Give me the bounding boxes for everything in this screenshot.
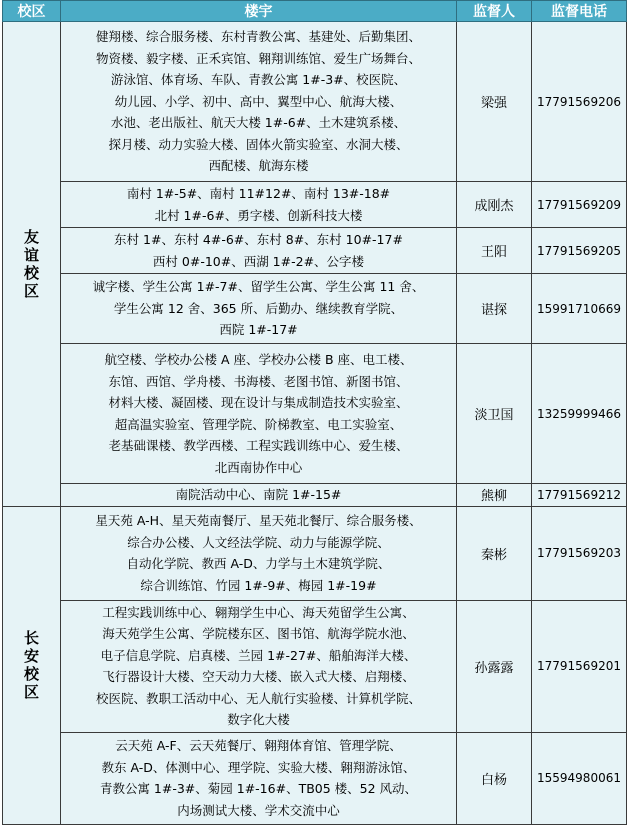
building-line: 超高温实验室、管理学院、阶梯教室、电工实验室、 <box>114 416 403 432</box>
building-line: 探月楼、动力实验大楼、固体火箭实验室、水洞大楼、 <box>108 136 409 152</box>
building-line: 水池、老出版社、航天大楼 1#-6#、土木建筑系楼、 <box>110 115 407 131</box>
supervisor-name: 熊柳 <box>457 484 532 507</box>
header-phone: 监督电话 <box>532 1 627 22</box>
building-line: 飞行器设计大楼、空天动力大楼、嵌入式大楼、启翔楼、 <box>102 669 415 685</box>
supervisor-phone: 17791569205 <box>532 228 627 274</box>
building-line: 星天苑 A-H、星天苑南餐厅、星天苑北餐厅、综合服务楼、 <box>95 513 422 529</box>
building-line: 数字化大楼 <box>227 712 290 728</box>
building-line: 西村 0#-10#、西湖 1#-2#、公字楼 <box>152 253 365 269</box>
building-line: 学生公寓 12 舍、365 所、后勤办、继续教育学院、 <box>113 300 404 316</box>
building-line: 综合训练馆、竹园 1#-9#、梅园 1#-19# <box>140 577 377 593</box>
building-line: 青教公寓 1#-3#、菊园 1#-16#、TB05 楼、52 风动、 <box>99 781 418 797</box>
building-line: 海天苑学生公寓、学院楼东区、图书馆、航海学院水池、 <box>102 626 415 642</box>
buildings-cell <box>61 732 457 824</box>
table-row <box>3 484 627 507</box>
building-line: 航空楼、学校办公楼 A 座、学校办公楼 B 座、电工楼、 <box>104 352 413 368</box>
building-supervision-table <box>2 0 627 825</box>
campus-name: 长安校区 <box>23 629 39 702</box>
supervisor-name: 孙露露 <box>457 600 532 732</box>
supervisor-name: 成刚杰 <box>457 182 532 228</box>
table-row <box>3 344 627 484</box>
table-row <box>3 22 627 182</box>
buildings-cell <box>61 22 457 182</box>
building-line: 东馆、西馆、学舟楼、书海楼、老图书馆、新图书馆、 <box>108 373 409 389</box>
building-line: 北村 1#-6#、勇字楼、创新科技大楼 <box>154 207 363 223</box>
table-row <box>3 732 627 824</box>
supervisor-phone: 15991710669 <box>532 274 627 344</box>
building-line: 南院活动中心、南院 1#-15# <box>175 487 342 503</box>
building-line: 云天苑 A-F、云天苑餐厅、翱翔体育馆、管理学院、 <box>115 738 402 754</box>
header-row <box>3 1 627 22</box>
table-row <box>3 600 627 732</box>
header-buildings: 楼宇 <box>61 1 457 22</box>
supervisor-name: 谌探 <box>457 274 532 344</box>
building-line: 工程实践训练中心、翱翔学生中心、海天苑留学生公寓、 <box>102 604 415 620</box>
supervisor-name: 秦彬 <box>457 506 532 600</box>
supervisor-name: 梁强 <box>457 22 532 182</box>
building-line: 游泳馆、体育场、车队、青教公寓 1#-3#、校医院、 <box>110 72 407 88</box>
supervisor-name: 白杨 <box>457 732 532 824</box>
table-row <box>3 506 627 600</box>
supervisor-phone: 17791569206 <box>532 22 627 182</box>
building-line: 诚字楼、学生公寓 1#-7#、留学生公寓、学生公寓 11 舍、 <box>92 279 425 295</box>
buildings-cell <box>61 228 457 274</box>
building-line: 自动化学院、教西 A-D、力学与土木建筑学院、 <box>126 556 391 572</box>
building-line: 综合办公楼、人文经法学院、动力与能源学院、 <box>127 534 390 550</box>
table-row <box>3 228 627 274</box>
supervisor-phone: 17791569201 <box>532 600 627 732</box>
building-line: 东村 1#、东村 4#-6#、东村 8#、东村 10#-17# <box>114 232 403 248</box>
supervisor-phone: 15594980061 <box>532 732 627 824</box>
buildings-cell <box>61 274 457 344</box>
buildings-cell <box>61 182 457 228</box>
building-line: 校医院、教职工活动中心、无人航行实验楼、计算机学院、 <box>95 690 421 706</box>
supervisor-name: 王阳 <box>457 228 532 274</box>
header-supervisor: 监督人 <box>457 1 532 22</box>
supervisor-phone: 17791569212 <box>532 484 627 507</box>
buildings-cell <box>61 506 457 600</box>
campus-name: 友谊校区 <box>23 227 39 300</box>
building-line: 西院 1#-17# <box>219 322 298 338</box>
buildings-cell <box>61 484 457 507</box>
campus-cell <box>3 506 61 824</box>
table-row <box>3 274 627 344</box>
campus-cell <box>3 22 61 507</box>
building-line: 内场测试大楼、学术交流中心 <box>177 802 340 818</box>
buildings-cell <box>61 344 457 484</box>
supervisor-phone: 17791569209 <box>532 182 627 228</box>
building-line: 物资楼、毅字楼、正禾宾馆、翱翔训练馆、爱生广场舞台、 <box>95 50 421 66</box>
building-line: 健翔楼、综合服务楼、东村青教公寓、基建处、后勤集团、 <box>95 29 421 45</box>
building-line: 幼儿园、小学、初中、高中、翼型中心、航海大楼、 <box>114 93 403 109</box>
building-line: 教东 A-D、体测中心、理学院、实验大楼、翱翔游泳馆、 <box>101 759 416 775</box>
table-row <box>3 182 627 228</box>
building-line: 西配楼、航海东楼 <box>208 158 309 174</box>
building-line: 材料大楼、凝固楼、现在设计与集成制造技术实验室、 <box>108 395 409 411</box>
building-line: 南村 1#-5#、南村 11#12#、南村 13#-18# <box>126 186 391 202</box>
building-line: 老基础课楼、教学西楼、工程实践训练中心、爱生楼、 <box>108 438 409 454</box>
buildings-cell <box>61 600 457 732</box>
supervisor-phone: 17791569203 <box>532 506 627 600</box>
supervisor-name: 淡卫国 <box>457 344 532 484</box>
header-campus: 校区 <box>3 1 61 22</box>
building-line: 电子信息学院、启真楼、兰园 1#-27#、船舶海洋大楼、 <box>100 647 417 663</box>
supervisor-phone: 13259999466 <box>532 344 627 484</box>
building-line: 北西南协作中心 <box>214 459 303 475</box>
